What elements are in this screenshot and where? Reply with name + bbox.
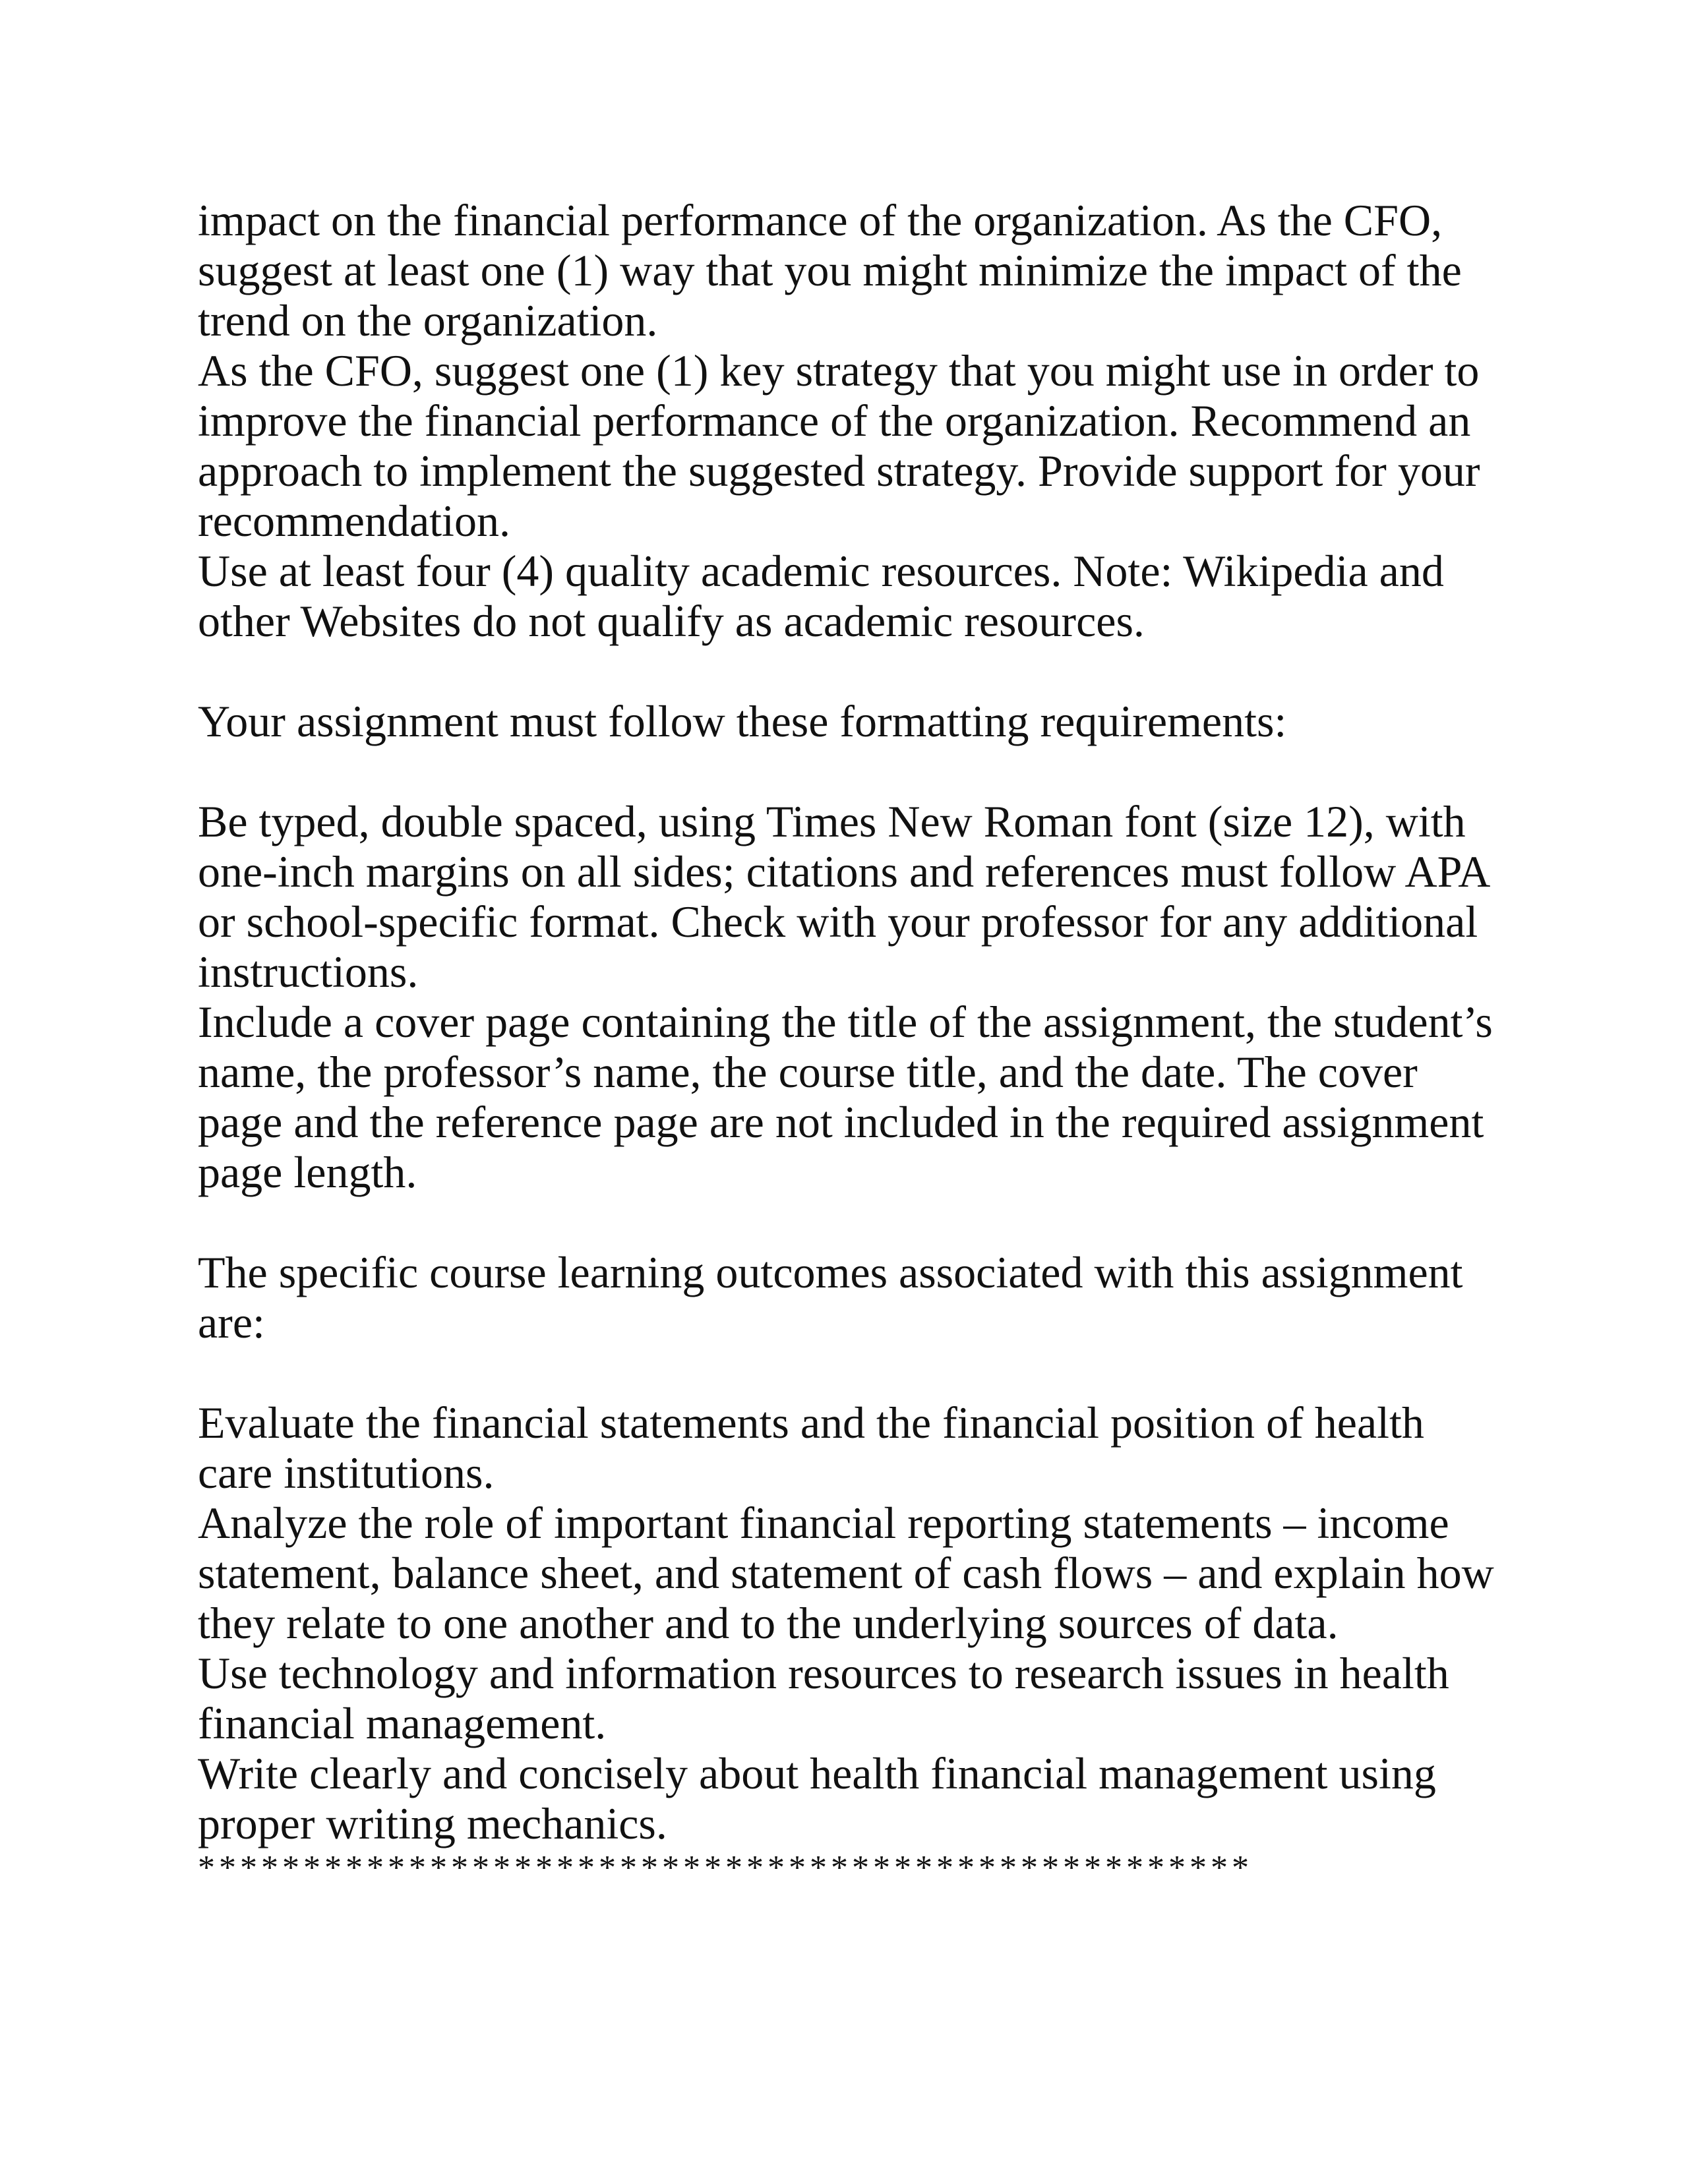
outcome-write-clearly: Write clearly and concisely about health financial management using proper writing mechanics. (198, 1748, 1436, 1848)
outcome-evaluate-statements: Evaluate the financial statements and the financial position of health care institutions. (198, 1398, 1424, 1498)
paragraph-cover-page: Include a cover page containing the title of the assignment, the student’s name, the professor’s name, the course title, and the date. The cover page and the reference page are not included in the required assignment page length. (198, 997, 1493, 1197)
paragraph-formatting-heading: Your assignment must follow these formatting requirements: (198, 696, 1287, 746)
paragraph-gap (198, 1347, 1510, 1398)
paragraph-gap (198, 646, 1510, 696)
outcome-analyze-reporting: Analyze the role of important financial reporting statements – income statement, balance sheet, and statement of cash flows – and explain how they relate to one another and to the underlying sources of data. (198, 1498, 1494, 1648)
paragraph-gap (198, 1197, 1510, 1247)
paragraph-typing-requirements: Be typed, double spaced, using Times New Roman font (size 12), with one-inch margins on all sides; citations and references must follow APA or school-specific format. Check with your professor for any additional instructions. (198, 796, 1488, 997)
paragraph-key-strategy: As the CFO, suggest one (1) key strategy that you might use in order to improve the financial performance of the organization. Recommend an approach to implement the suggested strategy. Provide support for your recommendation. (198, 345, 1480, 546)
paragraph-academic-resources: Use at least four (4) quality academic resources. Note: Wikipedia and other Websites do not qualify as academic resources. (198, 546, 1444, 646)
paragraph-gap (198, 746, 1510, 796)
paragraph-outcomes-heading: The specific course learning outcomes associated with this assignment are: (198, 1247, 1463, 1347)
document-body (198, 195, 1510, 1888)
asterisk-separator: ************************************************** (198, 1849, 1253, 1887)
outcome-use-technology: Use technology and information resources to research issues in health financial management. (198, 1648, 1449, 1748)
paragraph-trend-impact: impact on the financial performance of the organization. As the CFO, suggest at least one (1) way that you might minimize the impact of the trend on the organization. (198, 195, 1462, 345)
